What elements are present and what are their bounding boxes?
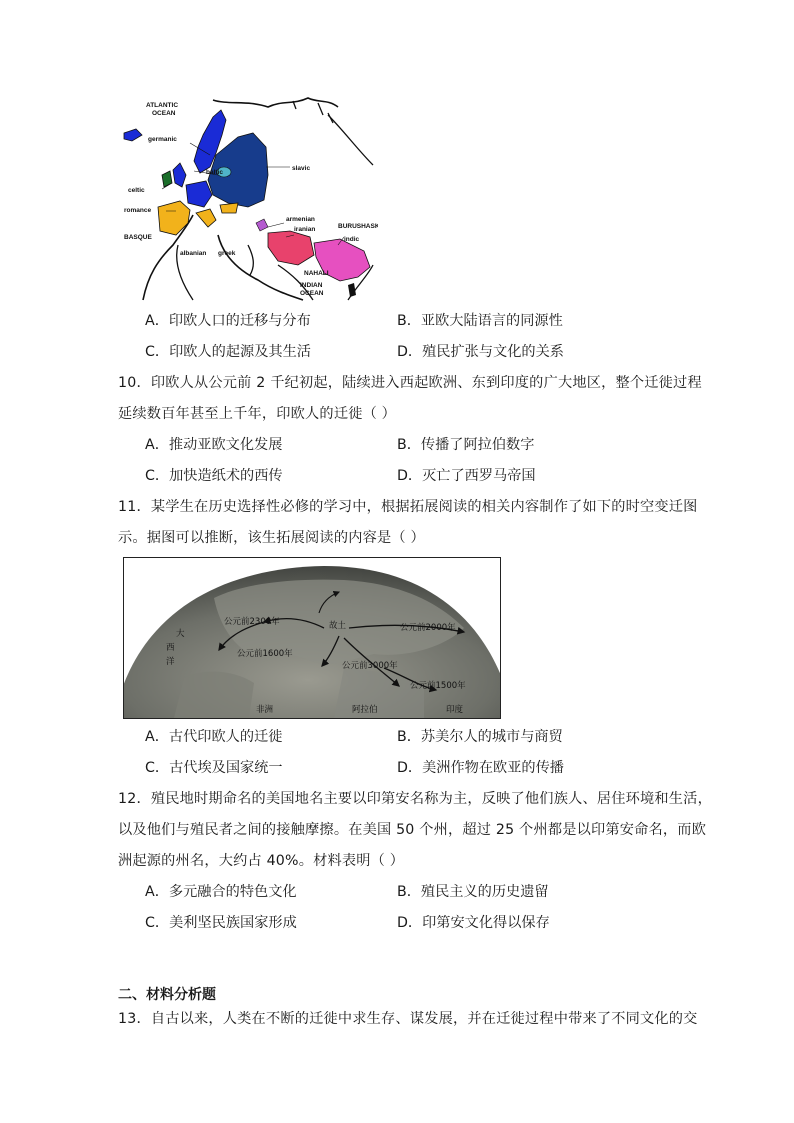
q10-option-d[interactable]: D．灭亡了西罗马帝国 — [397, 468, 536, 484]
label-nahali: NAHALI — [304, 270, 329, 277]
label-romance: romance — [124, 207, 152, 214]
label-1500bc: 公元前1500年 — [410, 681, 466, 691]
q11-option-b[interactable]: B．苏美尔人的城市与商贸 — [397, 729, 563, 745]
label-indian: INDIAN — [300, 282, 323, 289]
label-slavic: slavic — [292, 165, 311, 172]
q9-option-a[interactable]: A．印欧人口的迁移与分布 — [145, 313, 311, 329]
label-atlantic-1: 大 — [176, 629, 185, 639]
q12-stem-line1: 12．殖民地时期命名的美国地名主要以印第安名称为主，反映了他们族人、居住环境和生活， — [118, 791, 712, 807]
label-celtic: celtic — [128, 187, 145, 194]
q13-stem-line1: 13．自古以来，人类在不断的迁徙中求生存、谋发展，并在迁徙过程中带来了不同文化的交 — [118, 1011, 698, 1027]
label-burushaski: BURUSHASKI — [338, 223, 378, 230]
q10-stem-line2: 延续数百年甚至上千年，印欧人的迁徙（ ） — [118, 406, 397, 422]
label-africa: 非洲 — [256, 705, 274, 715]
label-albanian: albanian — [180, 250, 207, 257]
armenian-region — [256, 219, 268, 231]
q11-option-a[interactable]: A．古代印欧人的迁徙 — [145, 729, 283, 745]
q12-option-d[interactable]: D．印第安文化得以保存 — [397, 915, 550, 931]
label-atlantic-2: 西 — [166, 643, 175, 653]
q12-stem-line3: 洲起源的州名，大约占 40%。材料表明（ ） — [118, 853, 405, 869]
q10-option-a[interactable]: A．推动亚欧文化发展 — [145, 437, 283, 453]
label-atlantic: ATLANTIC — [146, 102, 179, 109]
migration-map-svg — [124, 558, 500, 718]
section-title: 二、材料分析题 — [118, 987, 216, 1003]
label-baltic: baltic — [206, 169, 223, 176]
label-indic: indic — [344, 236, 360, 243]
migration-globe-map — [123, 557, 501, 719]
label-indian-ocean: OCEAN — [300, 290, 324, 297]
label-greek: greek — [218, 250, 236, 257]
label-2000bc: 公元前2000年 — [400, 623, 456, 633]
label-1600bc: 公元前1600年 — [237, 649, 293, 659]
q9-option-d[interactable]: D．殖民扩张与文化的关系 — [397, 344, 564, 360]
q9-option-c[interactable]: C．印欧人的起源及其生活 — [145, 344, 311, 360]
q12-option-c[interactable]: C．美利坚民族国家形成 — [145, 915, 297, 931]
q11-stem-line1: 11．某学生在历史选择性必修的学习中，根据拓展阅读的相关内容制作了如下的时空变迁图 — [118, 499, 698, 515]
label-iranian: iranian — [294, 226, 316, 233]
label-atlantic-ocean: OCEAN — [152, 110, 176, 117]
label-arabia: 阿拉伯 — [352, 705, 378, 715]
q11-option-d[interactable]: D．美洲作物在欧亚的传播 — [397, 760, 564, 776]
q12-stem-line2: 以及他们与殖民者之间的接触摩擦。在美国 50 个州，超过 25 个州都是以印第安命名，而欧 — [118, 822, 707, 838]
label-basque: BASQUE — [124, 234, 152, 241]
label-2300bc: 公元前2300年 — [224, 617, 280, 627]
q11-option-c[interactable]: C．古代埃及国家统一 — [145, 760, 283, 776]
label-3000bc: 公元前3000年 — [342, 661, 398, 671]
q10-stem-line1: 10．印欧人从公元前 2 千纪初起，陆续进入西起欧洲、东到印度的广大地区，整个迁徙过程 — [118, 375, 702, 391]
language-map-figure — [118, 95, 378, 305]
label-india: 印度 — [446, 705, 464, 715]
label-atlantic-3: 洋 — [166, 657, 175, 667]
romance-region — [158, 201, 190, 235]
indo-european-language-map — [118, 95, 378, 305]
iranian-region — [268, 231, 314, 265]
celtic-region — [162, 171, 172, 187]
q9-option-b[interactable]: B．亚欧大陆语言的同源性 — [397, 313, 563, 329]
label-armenian: armenian — [286, 216, 315, 223]
label-homeland: 故土 — [329, 621, 347, 631]
q12-option-a[interactable]: A．多元融合的特色文化 — [145, 884, 297, 900]
q12-option-b[interactable]: B．殖民主义的历史遗留 — [397, 884, 549, 900]
q10-option-b[interactable]: B．传播了阿拉伯数字 — [397, 437, 535, 453]
label-germanic: germanic — [148, 136, 177, 143]
q10-option-c[interactable]: C．加快造纸术的西传 — [145, 468, 283, 484]
q11-stem-line2: 示。据图可以推断，该生拓展阅读的内容是（ ） — [118, 530, 425, 546]
